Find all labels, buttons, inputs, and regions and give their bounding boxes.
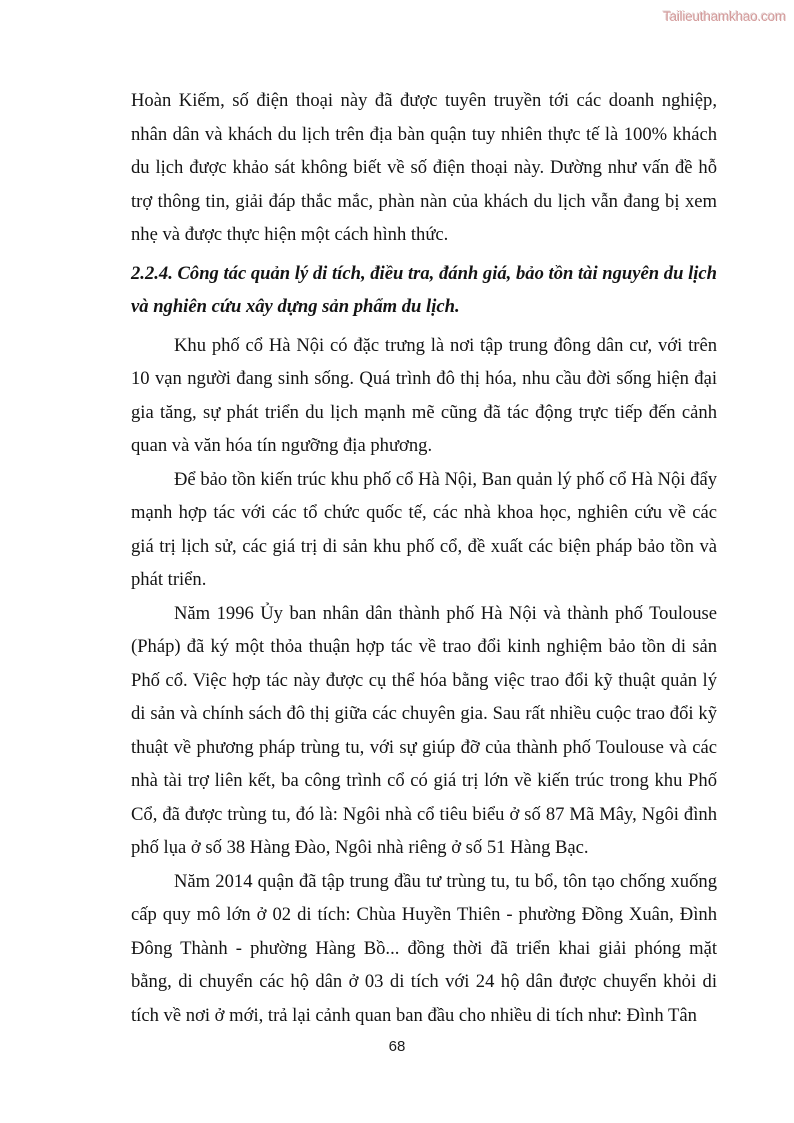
paragraph: Hoàn Kiếm, số điện thoại này đã được tuyên truyền tới các doanh nghiệp, nhân dân và khách du lịch trên địa bàn quận tuy nhiên thực tế là 100% khách du lịch được khảo sát không biết về số điện thoại này. Dường như vấn đề hỗ trợ thông tin, giải đáp thắc mắc, phàn nàn của khách du lịch vẫn đang bị xem nhẹ và được thực hiện một cách hình thức. bbox=[131, 90, 717, 245]
paragraph: Để bảo tồn kiến trúc khu phố cổ Hà Nội, Ban quản lý phố cổ Hà Nội đẩy mạnh hợp tác với các tổ chức quốc tế, các nhà khoa học, nghiên cứu về các giá trị lịch sử, các giá trị di sản khu phố cổ, đề xuất các biện pháp bảo tồn và phát triển. bbox=[131, 468, 717, 590]
paragraph: Năm 1996 Ủy ban nhân dân thành phố Hà Nội và thành phố Toulouse (Pháp) đã ký một thỏa thuận hợp tác về trao đổi kinh nghiệm bảo tồn di sản Phố cổ. Việc hợp tác này được cụ thể hóa bằng việc trao đổi kỹ thuật quản lý di sản và chính sách đô thị giữa các chuyên gia. Sau rất nhiều cuộc trao đổi kỹ thuật về phương pháp trùng tu, với sự giúp đỡ của thành phố Toulouse và các nhà tài trợ liên kết, ba công trình cổ có giá trị lớn về kiến trúc trong khu Phố Cổ, đã được trùng tu, đó là: Ngôi nhà cổ tiêu biểu ở số 87 Mã Mây, Ngôi đình phố lụa ở số 38 Hàng Đào, Ngôi nhà riêng ở số 51 Hàng Bạc. bbox=[131, 602, 717, 858]
section-heading: 2.2.4. Công tác quản lý di tích, điều tra, đánh giá, bảo tồn tài nguyên du lịch và nghiên cứu xây dựng sản phẩm du lịch. bbox=[131, 262, 717, 317]
paragraph: Năm 2014 quận đã tập trung đầu tư trùng tu, tu bổ, tôn tạo chống xuống cấp quy mô lớn ở 02 di tích: Chùa Huyền Thiên - phường Đồng Xuân, Đình Đông Thành - phường Hàng Bồ... đồng thời đã triển khai giải phóng mặt bằng, di chuyển các hộ dân ở 03 di tích với 24 hộ dân được chuyển khỏi di tích về nơi ở mới, trả lại cảnh quan ban đầu cho nhiều di tích như: Đình Tân bbox=[131, 870, 717, 1026]
page-number: 68 bbox=[388, 1038, 406, 1055]
paragraph: Khu phố cổ Hà Nội có đặc trưng là nơi tập trung đông dân cư, với trên 10 vạn người đang sinh sống. Quá trình đô thị hóa, nhu cầu đời sống hiện đại gia tăng, sự phát triển du lịch mạnh mẽ cũng đã tác động trực tiếp đến cảnh quan và văn hóa tín ngưỡng địa phương. bbox=[131, 334, 717, 456]
document-body bbox=[131, 84, 717, 1032]
watermark: Tailieuthamkhao.com bbox=[662, 9, 786, 24]
